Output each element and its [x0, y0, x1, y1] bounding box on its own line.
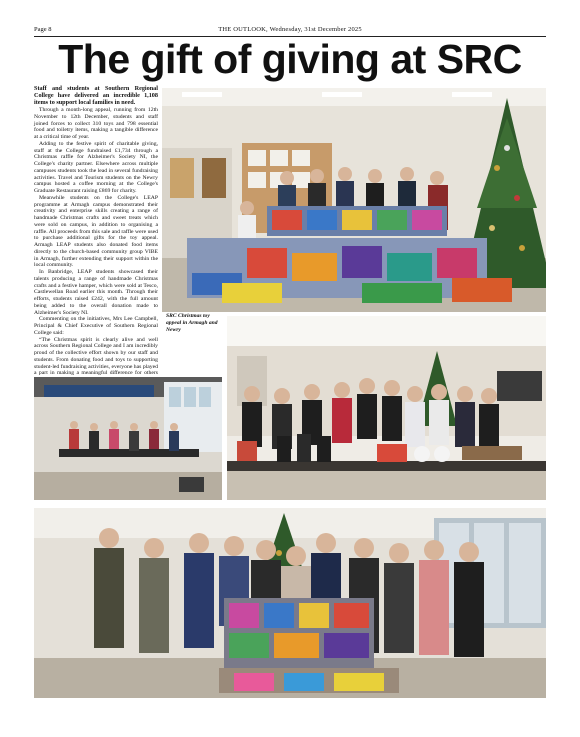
article-paragraph: Meanwhile students on the College's LEAP programme at Armagh campus demonstrated their creativity and enterprise skills creating a range of handmade Christmas crafts and sweet treats which were sold on campus, in addition to organising a raffle. All proceeds from this sale and raffle were used to purchase additional gifts for the toy appeal. Armagh LEAP students also donated food items directly to the church-based community group VIBE in Armagh, further extending their support within the local community.: [34, 194, 158, 269]
group-with-toys-photo: [162, 88, 546, 312]
article-paragraph: “The Christmas spirit is clearly alive and well across Southern Regional College and I am incredibly proud of the collective effort shown by our staff and students. From donating food and toys to supporting student-led fundraising activities, everyone has played a part in making a meaningful difference for others: [34, 336, 158, 377]
group-with-toy-table-photo: [34, 508, 546, 698]
article-paragraph: Adding to the festive spirit of charitable giving, staff at the College fundraised £1,734 through a Christmas raffle for Alzheimer's Society NI, the College's charity partner. Elsewhere across multiple campuses students took the lead in several fundraising activities. Travel and Tourism students on the Newry campus hosted a coffee morning at the College's Graduate Restaurant raising £869 for charity.: [34, 140, 158, 195]
page-number: Page 8: [34, 26, 52, 33]
headline: The gift of giving at SRC: [58, 36, 522, 82]
coffee-morning-photo: [227, 316, 546, 500]
photo-caption: SRC Christmas toy appeal in Armagh and Newry: [166, 313, 218, 333]
article-paragraph: Commenting on the initiatives, Mrs Lee Campbell, Principal & Chief Executive of Southern Regional College said:: [34, 316, 158, 336]
hall-tables-photo: [34, 377, 222, 500]
article-paragraph: In Banbridge, LEAP students showcased their talents producing a range of handmade Christmas crafts and a festive hamper, which were sold at Tesco, Castlewellan Road earlier this month. Through their efforts, students raised £242, with the full amount being added to the overall donation made to Alzheimer's Society NI.: [34, 269, 158, 316]
article-lead: Staff and students at Southern Regional College have delivered an incredible 1,108 items to support local families in need.: [34, 85, 158, 107]
article-column: [34, 85, 158, 404]
article-paragraph: Through a month-long appeal, running from 12th November to 12th December, students and staff joined forces to collect 310 toys and 798 essential food and toiletry items, making a tangible difference at a critical time of year.: [34, 107, 158, 141]
masthead: THE OUTLOOK, Wednesday, 31st December 2025: [218, 26, 362, 33]
page-header: [34, 26, 546, 36]
